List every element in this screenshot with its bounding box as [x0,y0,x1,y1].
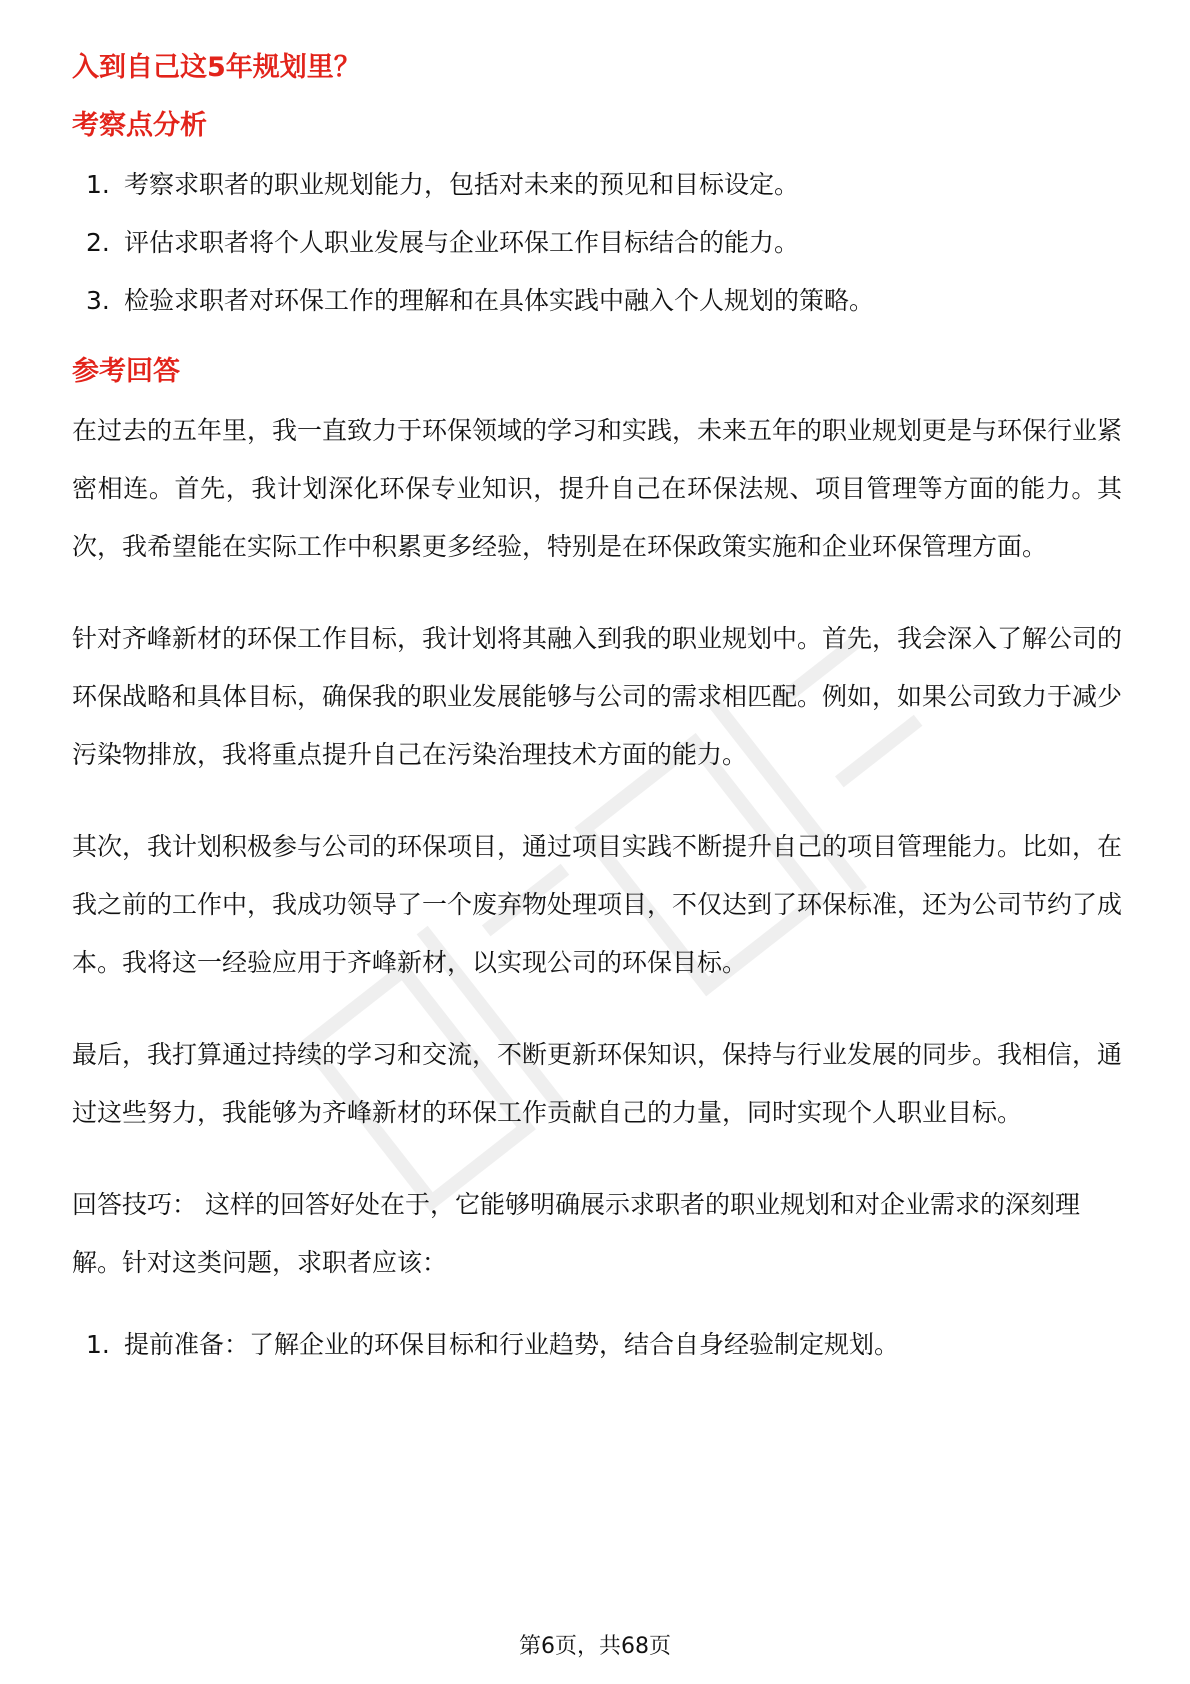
list-item [72,214,1122,272]
answer-paragraph-3: 其次，我计划积极参与公司的环保项目，通过项目实践不断提升自己的项目管理能力。比如，在我之前的工作中，我成功领导了一个废弃物处理项目，不仅达到了环保标准，还为公司节约了成本。我将这一经验应用于齐峰新材，以实现公司的环保目标。 [72,832,1123,977]
question-title-tail: 入到自己这5年规划里？ [72,52,361,83]
analysis-heading: 考察点分析 [72,110,207,141]
analysis-list [72,156,1122,330]
list-item-text: 提前准备：了解企业的环保目标和行业趋势，结合自身经验制定规划。 [124,1330,900,1359]
list-item [72,156,1122,214]
answer-heading: 参考回答 [72,356,180,387]
list-number: 2. [86,228,110,257]
answer-paragraph-1: 在过去的五年里，我一直致力于环保领域的学习和实践，未来五年的职业规划更是与环保行业紧密相连。首先，我计划深化环保专业知识，提升自己在环保法规、项目管理等方面的能力。其次，我希望能在实际工作中积累更多经验，特别是在环保政策实施和企业环保管理方面。 [72,416,1123,561]
list-number: 3. [86,286,110,315]
list-item [72,272,1122,330]
page-footer: 第6页，共68页 [519,1634,671,1659]
list-item-text: 评估求职者将个人职业发展与企业环保工作目标结合的能力。 [124,228,800,257]
main-content [72,48,1122,1374]
answer-paragraph-2: 针对齐峰新材的环保工作目标，我计划将其融入到我的职业规划中。首先，我会深入了解公司的环保战略和具体目标，确保我的职业发展能够与公司的需求相匹配。例如，如果公司致力于减少污染物排放，我将重点提升自己在污染治理技术方面的能力。 [72,624,1123,769]
list-item-text: 检验求职者对环保工作的理解和在具体实践中融入个人规划的策略。 [124,286,875,315]
list-number: 1. [86,1330,110,1359]
list-item [72,1316,1122,1374]
answer-tips: 回答技巧： 这样的回答好处在于，它能够明确展示求职者的职业规划和对企业需求的深刻理解。针对这类问题，求职者应该： [72,1190,1080,1277]
list-number: 1. [86,170,110,199]
tips-list [72,1316,1122,1374]
answer-paragraph-4: 最后，我打算通过持续的学习和交流，不断更新环保知识，保持与行业发展的同步。我相信，通过这些努力，我能够为齐峰新材的环保工作贡献自己的力量，同时实现个人职业目标。 [72,1040,1123,1127]
list-item-text: 考察求职者的职业规划能力，包括对未来的预见和目标设定。 [124,170,800,199]
